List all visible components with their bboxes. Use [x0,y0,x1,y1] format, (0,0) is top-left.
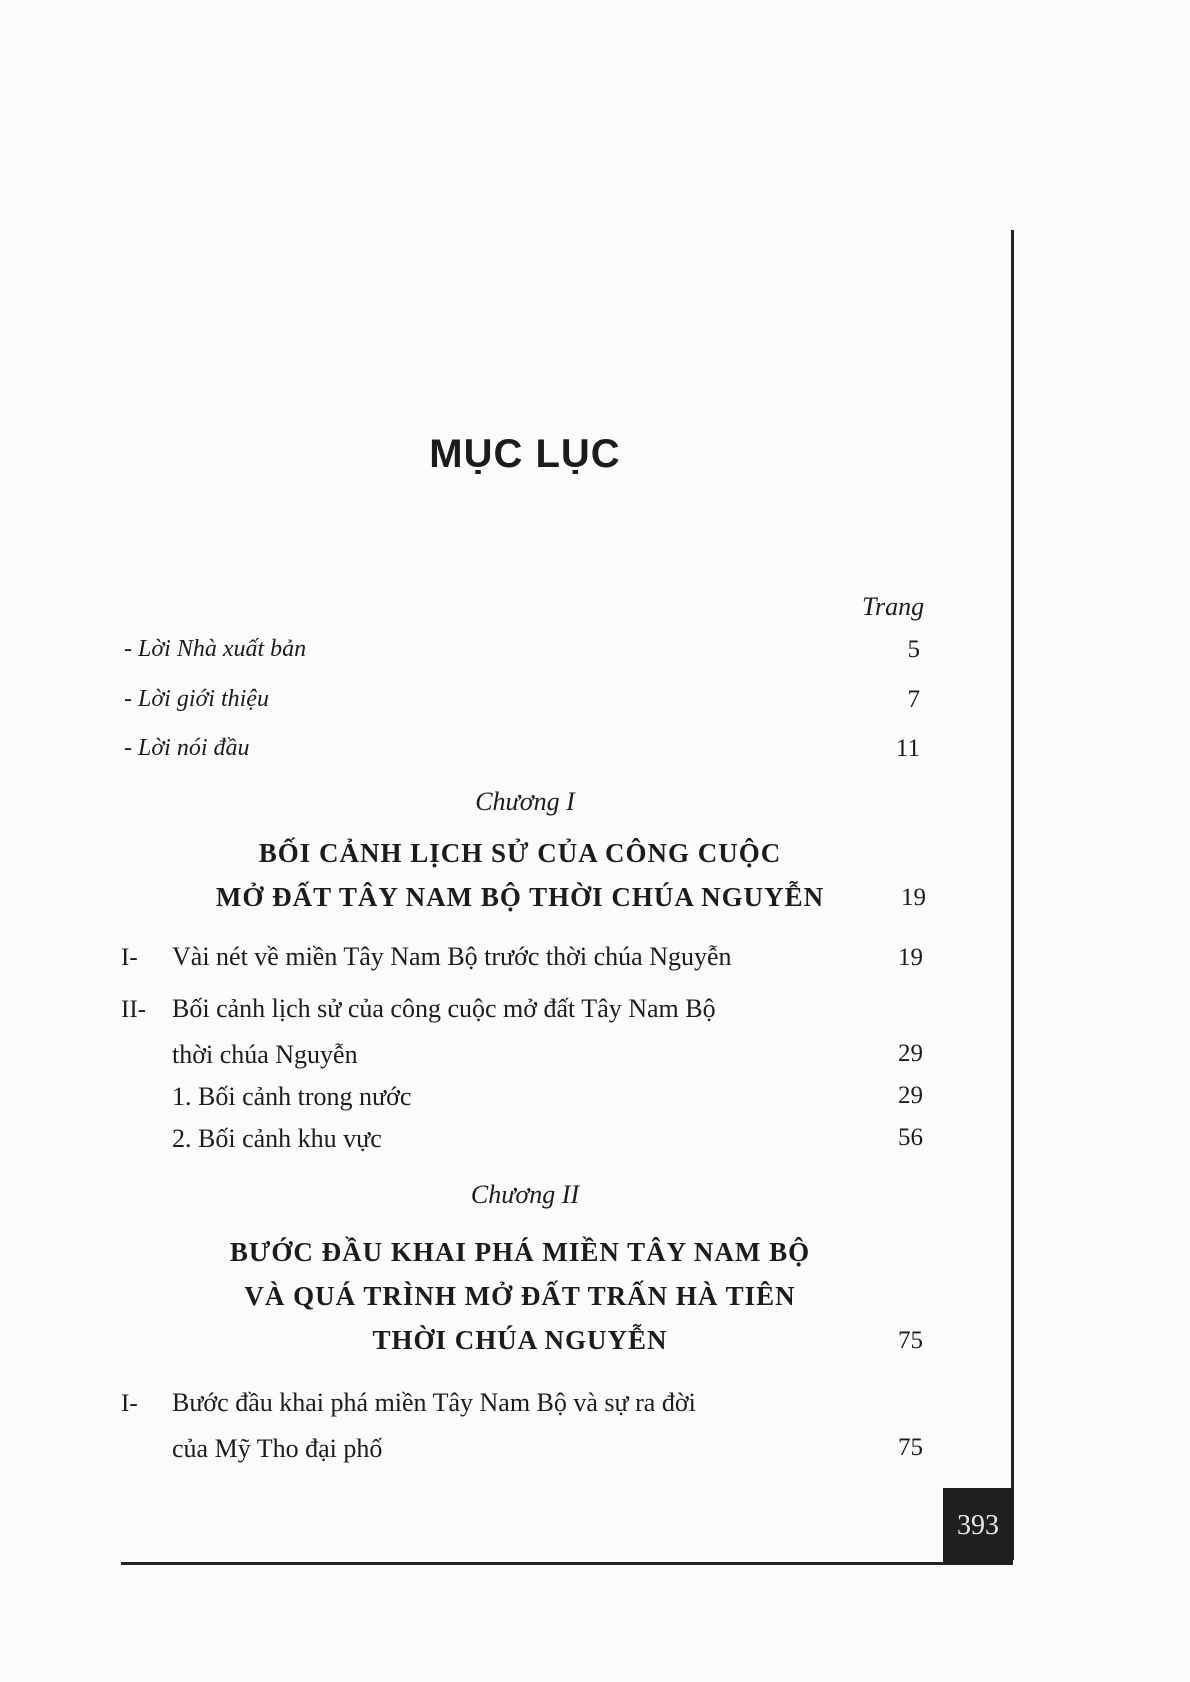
toc-page-number: 19 [901,884,926,911]
toc-page-number: 75 [898,1327,923,1354]
page-title: MỤC LỤC [429,432,621,476]
toc-entry: Vài nét về miền Tây Nam Bộ trước thời chúa Nguyễn [172,942,732,971]
toc-page-number: 29 [898,1040,923,1067]
chapter-label: Chương I [475,787,575,816]
toc-page-number: 75 [898,1434,923,1461]
toc-entry-publisher-note: - Lời Nhà xuất bản [124,636,307,662]
toc-page-number: 5 [907,636,920,663]
toc-entry-continued: của Mỹ Tho đại phố [172,1434,383,1463]
toc-subentry: 1. Bối cảnh trong nước [172,1082,412,1111]
chapter-title-line: VÀ QUÁ TRÌNH MỞ ĐẤT TRẤN HÀ TIÊN [244,1281,796,1311]
toc-page-number: 19 [898,944,923,971]
bottom-rule [121,1562,1013,1565]
toc-page-number: 56 [898,1124,923,1151]
toc-page-number: 29 [898,1082,923,1109]
toc-page-number: 7 [907,686,920,713]
toc-page-number: 11 [895,735,920,762]
section-number: I- [121,944,138,971]
section-number: I- [121,1390,138,1417]
toc-entry: Bối cảnh lịch sử của công cuộc mở đất Tây Nam Bộ [172,994,716,1023]
chapter-title-line: MỞ ĐẤT TÂY NAM BỘ THỜI CHÚA NGUYỄN [215,882,825,912]
page-folio: 393 [943,1488,1013,1564]
chapter-title-line: BƯỚC ĐẦU KHAI PHÁ MIỀN TÂY NAM BỘ [229,1237,811,1267]
toc-entry-continued: thời chúa Nguyễn [172,1040,358,1069]
chapter-title-line: BỐI CẢNH LỊCH SỬ CỦA CÔNG CUỘC [258,838,782,868]
page-column-label: Trang [862,592,925,621]
chapter-label: Chương II [470,1180,580,1209]
toc-subentry: 2. Bối cảnh khu vực [172,1124,382,1153]
chapter-title-line: THỜI CHÚA NGUYỄN [372,1325,668,1355]
section-number: II- [121,996,146,1023]
toc-entry-introduction: - Lời giới thiệu [124,686,269,712]
toc-entry: Bước đầu khai phá miền Tây Nam Bộ và sự ra đời [172,1388,696,1417]
toc-entry-preface: - Lời nói đầu [124,735,250,761]
